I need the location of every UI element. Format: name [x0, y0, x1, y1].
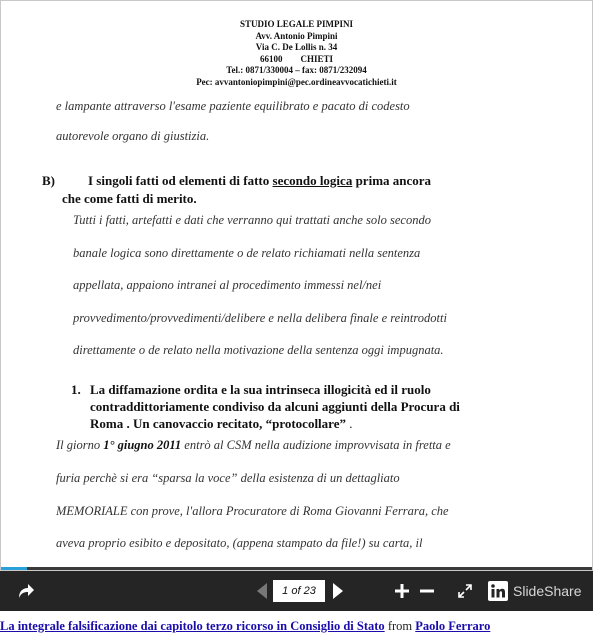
- para-line-5: direttamente o de relato nella motivazione della sentenza oggi impugnata.: [73, 343, 444, 357]
- slideshare-brand[interactable]: SlideShare: [513, 583, 582, 599]
- triangle-left-icon: [255, 582, 269, 600]
- share-icon: [16, 581, 36, 601]
- body-line-1: [56, 438, 451, 453]
- heading-1-line-3-wrap: [90, 415, 460, 432]
- body-line-4: aveva proprio esibito e depositato, (appena stampato da file!) su carta, il: [56, 536, 423, 550]
- zoom-out-button[interactable]: [420, 583, 434, 599]
- fullscreen-button[interactable]: [457, 583, 473, 599]
- page-indicator: 1 of 23: [273, 580, 325, 602]
- expand-icon: [457, 583, 473, 599]
- share-button[interactable]: [16, 581, 36, 601]
- heading-1-line-2: contraddittoriamente condiviso da alcuni aggiunti della Procura di: [90, 399, 460, 414]
- para-line-2: banale logica sono direttamente o de relato richiamati nella sentenza: [73, 246, 421, 260]
- pager: [255, 580, 351, 602]
- letterhead: [1, 19, 592, 88]
- linkedin-icon: [488, 581, 508, 601]
- phone-line: Tel.: 0871/330004 – fax: 0871/232094: [226, 65, 367, 75]
- triangle-right-icon: [331, 582, 345, 600]
- viewer-toolbar: [0, 571, 593, 611]
- section-b-text-1: I singoli fatti od elementi di fatto: [88, 173, 273, 188]
- body-line-3: MEMORIALE con prove, l'allora Procuratore di Roma Giovanni Ferrara, che: [56, 504, 449, 518]
- body-line-1-date: 1° giugno 2011: [103, 438, 182, 452]
- embed-caption: [0, 619, 593, 634]
- intro-line-1: e lampante attraverso l'esame paziente equilibrato e pacato di codesto: [56, 99, 410, 113]
- body-line-1-pre: Il giorno: [56, 438, 104, 452]
- plus-icon: [394, 583, 410, 599]
- section-b-text-2: prima ancora: [352, 173, 432, 188]
- para-line-3: appellata, appaiono intranei al procedimento immessi nel/nei: [73, 278, 382, 292]
- heading-1: [90, 381, 460, 432]
- heading-1-number: 1.: [71, 382, 81, 397]
- zoom-in-button[interactable]: [394, 583, 410, 599]
- minus-icon: [420, 583, 434, 599]
- next-page-button[interactable]: [331, 582, 345, 600]
- heading-1-line-3: Roma . Un canovaccio recitato, “protocollare”: [90, 416, 346, 431]
- heading-1-line-1: La diffamazione ordita e la sua intrinseca illogicità ed il ruolo: [90, 382, 431, 397]
- caption-from: from: [384, 619, 416, 633]
- lawyer-name: Avv. Antonio Pimpini: [255, 30, 338, 41]
- body-line-1-post: entrò al CSM nella audizione improvvisata in fretta e: [181, 438, 451, 452]
- linkedin-button[interactable]: [488, 581, 508, 601]
- address-line: Via C. De Lollis n. 34: [255, 42, 338, 52]
- pec-line: Pec: avvantoniopimpini@pec.ordineavvocatichieti.it: [196, 76, 397, 87]
- heading-1-tail: .: [345, 416, 353, 431]
- section-b-heading: [88, 173, 431, 189]
- body-line-2: furia perchè si era “sparsa la voce” della esistenza di un dettagliato: [56, 471, 400, 485]
- para-line-4: provvedimento/provvedimenti/delibere e nella delibera finale e reintrodotti: [73, 311, 447, 325]
- studio-name: STUDIO LEGALE PIMPINI: [239, 19, 354, 29]
- document-page: [1, 1, 592, 567]
- city-line: 66100 CHIETI: [259, 53, 333, 64]
- intro-line-2: autorevole organo di giustizia.: [56, 129, 210, 143]
- document-title-link[interactable]: La integrale falsificazione dai capitolo terzo ricorso in Consiglio di Stato: [0, 619, 385, 633]
- section-b-marker: B): [42, 173, 55, 188]
- section-b-underlined: secondo logica: [272, 173, 353, 188]
- author-link[interactable]: Paolo Ferraro: [415, 619, 491, 633]
- para-line-1: Tutti i fatti, artefatti e dati che verranno qui trattati anche solo secondo: [73, 213, 431, 227]
- prev-page-button[interactable]: [255, 582, 269, 600]
- section-b-heading-line-2: che come fatti di merito.: [62, 191, 197, 206]
